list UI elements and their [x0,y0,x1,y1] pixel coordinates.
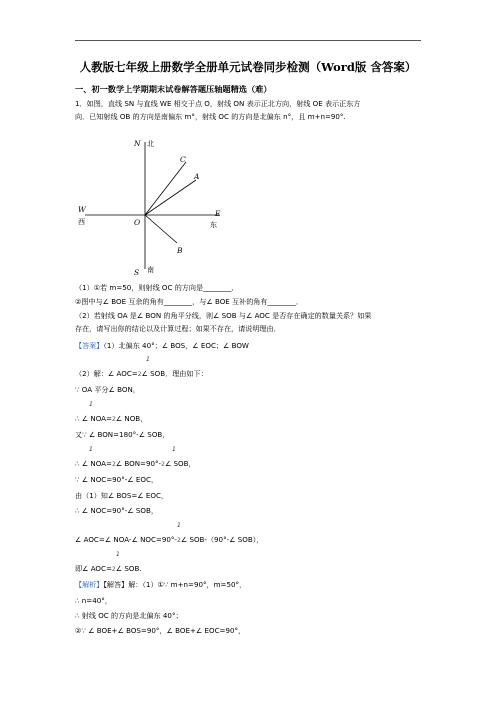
analysis-line [75,580,246,590]
sol-text: （2）解：∠ AOC= [75,369,138,378]
frac-den: 2 [111,566,116,573]
solution-line-2: ∵ OA 平分∠ BON， [75,385,140,394]
analysis-line-2: ∴ n=40°， [75,596,112,605]
label-a: A [194,172,200,181]
direction-figure [70,132,230,277]
question-1-line-1: 1．如图，直线 SN 与直线 WE 相交于点 O，射线 ON 表示正北方向，射线 OE 表示正东方 [75,99,361,108]
label-s: S [134,268,140,277]
sol-text: ∴ ∠ NOA= [75,414,112,423]
sub-question-1: （1）①若 m=50，则射线 OC 的方向是________． [75,283,239,292]
solution-line-7: 由（1）知∠ BOS=∠ EOC， [75,491,169,500]
frac-den: 2 [161,461,165,468]
ray-oa [145,180,196,215]
sol-text: ∠ AOC=∠ NOA-∠ NOC=90°- [75,535,177,544]
label-c: C [180,155,186,164]
solution-line-1 [75,369,208,380]
solution-line-10 [75,564,142,575]
solution-line-4: 又∵ ∠ BON=180°-∠ SOB， [75,430,170,439]
sol-text: 即∠ AOC= [75,564,112,573]
sol-text: ∠ SOB．理由如下： [141,369,208,378]
sub-question-2a: （2）若射线 OA 是∠ BON 的角平分线，则∠ SOB 与∠ AOC 是否存在确定的数量关系？如果 [75,311,372,320]
answer-text: （1）北偏东 40°；∠ BOS，∠ EOC；∠ BOW [103,341,249,350]
sol-text: ∠ BON=90°- [115,459,162,468]
section-heading: 一、初一数学上学期期末试卷解答题压轴题精选（难） [75,84,272,94]
ray-ob [145,215,177,243]
sub-question-2b: 存在，请写出你的结论以及计算过程；如果不存在，请说明理由． [75,324,281,333]
sol-text: ∠ SOB. [115,564,142,573]
sol-text: ∠ NOB， [115,414,148,423]
label-east: 东 [210,221,217,229]
answer-line [75,341,249,351]
analysis-text: 【解答】解：（1）①∵ m+n=90°，m=50°， [103,580,247,589]
label-w: W [78,205,86,214]
label-west: 西 [78,218,85,226]
analysis-tag: 【解析】 [75,580,104,589]
label-o: O [134,218,141,227]
frac-num: 1 [89,446,93,453]
frac-num: 1 [116,551,120,558]
solution-line-8: ∴ ∠ NOC=90°-∠ SOB， [75,506,158,515]
sol-text: ∠ SOB， [164,459,196,468]
label-north: 北 [147,140,154,148]
label-south: 南 [147,266,154,274]
solution-line-6: ∵ ∠ NOC=90°-∠ EOC， [75,475,159,484]
header-rule [75,40,421,41]
question-1-line-2: 向．已知射线 OB 的方向是南偏东 m°，射线 OC 的方向是北偏东 n°，且 m+n=90°. [75,112,346,121]
frac-num: 1 [172,446,176,453]
solution-line-5 [75,459,196,470]
sol-text: ∴ ∠ NOA= [75,459,112,468]
page-title: 人教版七年级上册数学全册单元试卷同步检测（Word版 含答案） [79,60,417,74]
sol-text: ∠ SOB-（90°-∠ SOB）， [180,535,264,544]
solution-line-3 [75,414,147,425]
frac-den: 2 [111,461,116,468]
solution-line-9 [75,535,263,546]
answer-tag: 【答案】 [75,341,104,350]
frac-num: 1 [177,522,181,529]
analysis-line-4: ②∵ ∠ BOE+∠ BOS=90°，∠ BOE+∠ EOC=90°， [75,626,246,635]
analysis-line-3: ∴ 射线 OC 的方向是北偏东 40°； [75,611,183,620]
frac-den: 2 [177,537,181,544]
label-n: N [134,139,141,148]
label-b: B [177,246,183,255]
frac-num: 1 [146,356,150,363]
sub-question-1b: ②图中与∠ BOE 互余的角有________，与∠ BOE 互补的角有________． [75,297,303,306]
ray-oc [145,162,186,215]
frac-den: 2 [111,416,116,423]
frac-den: 2 [137,371,142,378]
label-e: E [215,209,221,218]
frac-num: 1 [89,401,93,408]
